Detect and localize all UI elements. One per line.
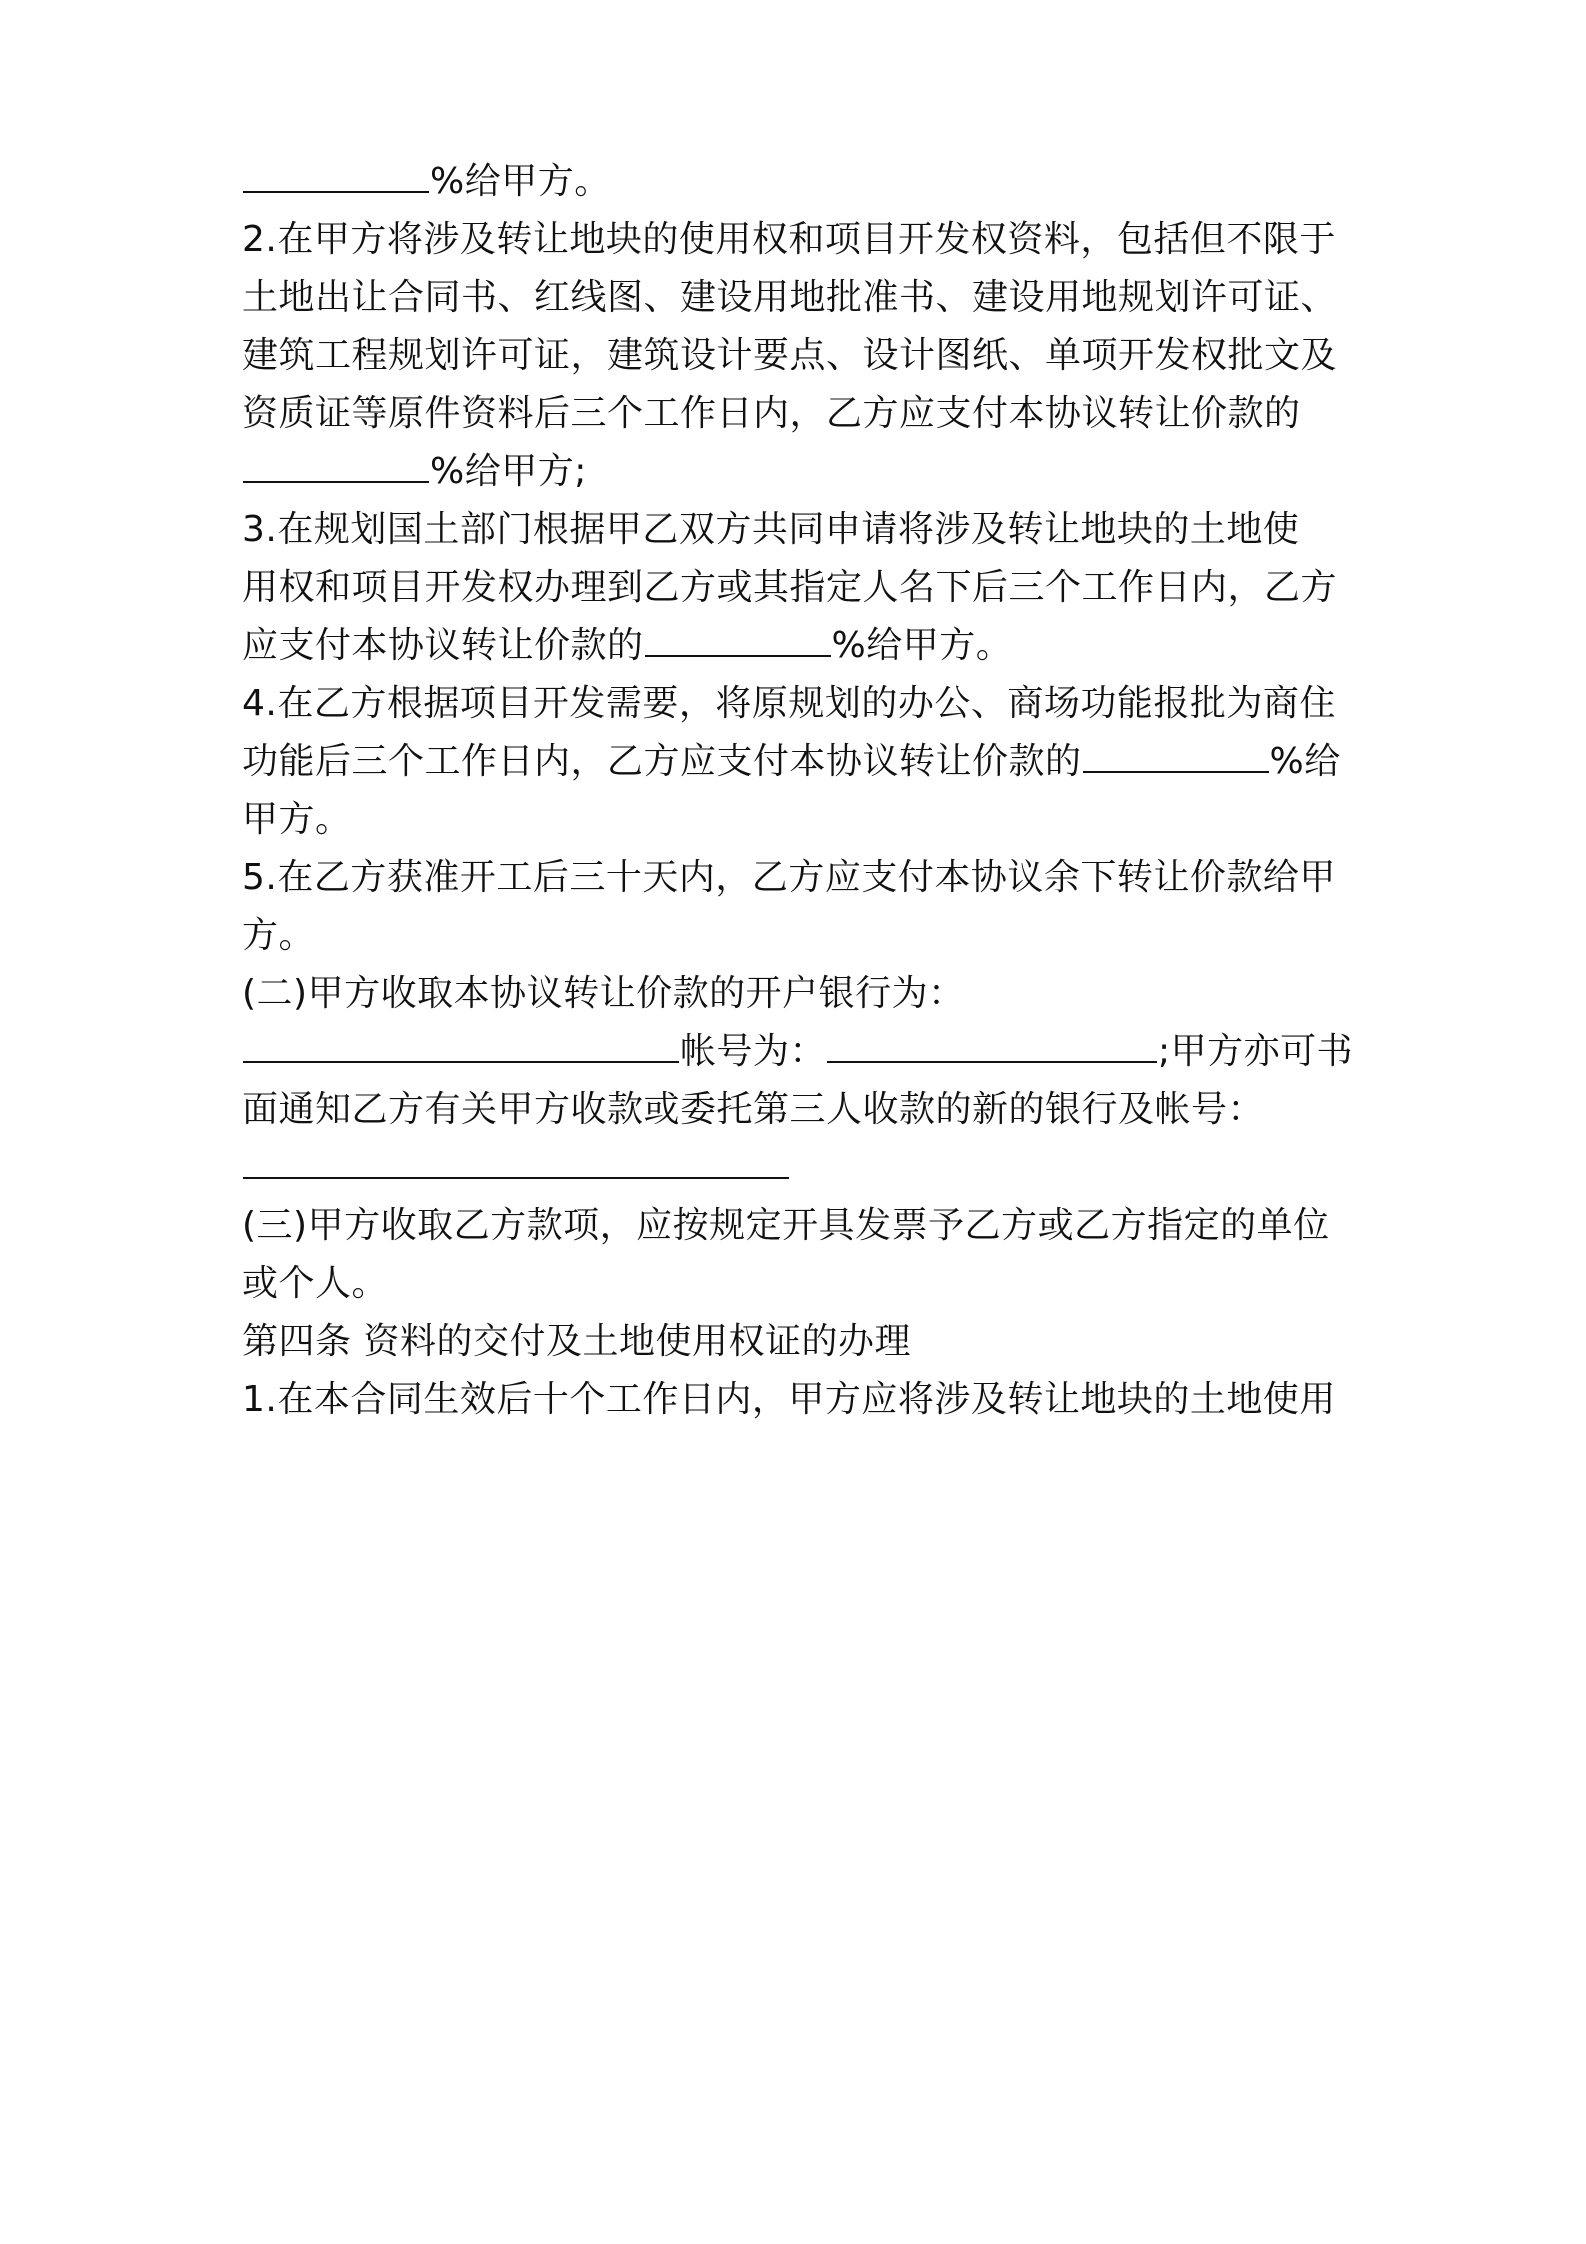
text-line: 用权和项目开发权办理到乙方或其指定人名下后三个工作日内，乙方 [242, 567, 1338, 608]
line-text: %给 [1269, 741, 1341, 782]
text-line [242, 732, 1341, 792]
fill-in-blank [243, 1143, 789, 1179]
fill-in-blank [1083, 737, 1269, 773]
line-text: %给甲方。 [430, 161, 611, 202]
text-line: 建筑工程规划许可证，建筑设计要点、设计图纸、单项开发权批文及 [242, 335, 1338, 376]
fill-in-blank [645, 621, 831, 657]
text-line: 甲方。 [242, 799, 352, 840]
line-text: 应支付本协议转让价款的 [242, 625, 644, 666]
line-text: 功能后三个工作日内，乙方应支付本协议转让价款的 [242, 741, 1082, 782]
text-line: (三)甲方收取乙方款项，应按规定开具发票予乙方或乙方指定的单位 [242, 1205, 1330, 1246]
text-line: 2.在甲方将涉及转让地块的使用权和项目开发权资料，包括但不限于 [242, 219, 1336, 260]
text-line [242, 152, 611, 212]
text-line [242, 442, 587, 502]
text-line: 土地出让合同书、红线图、建设用地批准书、建设用地规划许可证、 [242, 277, 1338, 318]
line-text: ;甲方亦可书 [1158, 1031, 1354, 1072]
fill-in-blank [243, 157, 429, 193]
line-text: %给甲方。 [831, 625, 1013, 666]
line-text: %给甲方; [430, 451, 587, 492]
text-line: 面通知乙方有关甲方收款或委托第三人收款的新的银行及帐号： [242, 1089, 1265, 1130]
fill-in-blank [243, 1027, 679, 1063]
text-line [242, 616, 1012, 676]
text-line: 1.在本合同生效后十个工作日内，甲方应将涉及转让地块的土地使用 [242, 1379, 1336, 1420]
line-text: 帐号为： [680, 1031, 827, 1072]
text-line: 4.在乙方根据项目开发需要，将原规划的办公、商场功能报批为商住 [242, 683, 1336, 724]
text-line [242, 1022, 1353, 1082]
text-line: (二)甲方收取本协议转让价款的开户银行为： [242, 973, 965, 1014]
fill-in-blank [243, 447, 429, 483]
text-line: 3.在规划国土部门根据甲乙双方共同申请将涉及转让地块的土地使 [242, 509, 1300, 550]
text-line [242, 1138, 790, 1198]
text-line: 5.在乙方获准开工后三十天内，乙方应支付本协议余下转让价款给甲 [242, 857, 1336, 898]
text-line: 方。 [242, 915, 316, 956]
text-line: 或个人。 [242, 1263, 389, 1304]
fill-in-blank [827, 1027, 1157, 1063]
text-line: 资质证等原件资料后三个工作日内，乙方应支付本协议转让价款的 [242, 393, 1301, 434]
section-heading: 第四条 资料的交付及土地使用权证的办理 [242, 1321, 911, 1362]
